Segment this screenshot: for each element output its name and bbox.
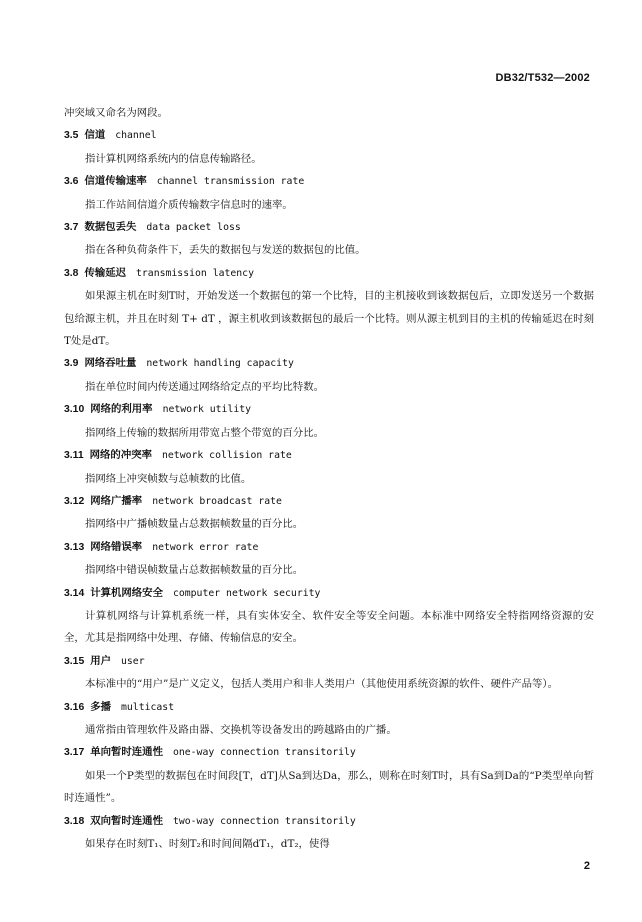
term-number: 3.17 bbox=[64, 747, 85, 759]
term-chinese: 双向暂时连通性 bbox=[90, 814, 163, 827]
term-chinese: 信道 bbox=[84, 129, 106, 142]
term-english: user bbox=[121, 655, 145, 667]
document-code-header: DB32/T532—2002 bbox=[495, 72, 590, 84]
term-english: one-way connection transitorily bbox=[172, 747, 356, 759]
term-english: network utility bbox=[162, 404, 252, 416]
document-body bbox=[64, 102, 594, 855]
term-definition: 如果源主机在时刻T时，开始发送一个数据包的第一个比特，目的主机接收到该数据包后，立即发送另一个数据包给源主机，并且在时刻 T+ dT ，源主机收到该数据包的最后一个比特。则从源主机到目的主机的传输延迟在时刻T处是dT。 bbox=[64, 290, 594, 348]
term-heading bbox=[64, 536, 594, 559]
term-definition: 指在单位时间内传送通过网络给定点的平均比特数。 bbox=[85, 380, 324, 393]
term-number: 3.18 bbox=[64, 815, 85, 827]
term-heading bbox=[64, 170, 594, 193]
term-number: 3.5 bbox=[64, 130, 79, 142]
lead-paragraph: 冲突域又命名为网段。 bbox=[64, 107, 168, 119]
term-english: network handling capacity bbox=[146, 358, 294, 370]
term-definition: 通常指由管理软件及路由器、交换机等设备发出的跨越路由的广播。 bbox=[85, 723, 397, 736]
term-heading bbox=[64, 490, 594, 513]
term-heading bbox=[64, 582, 594, 605]
term-heading bbox=[64, 810, 594, 833]
term-number: 3.14 bbox=[64, 587, 85, 599]
term-chinese: 多播 bbox=[90, 700, 112, 713]
term-heading bbox=[64, 650, 594, 673]
term-definition: 如果存在时刻T₁、时刻T₂和时间间隔dT₁，dT₂，使得 bbox=[85, 838, 330, 850]
page-number: 2 bbox=[583, 860, 590, 872]
term-english: channel transmission rate bbox=[156, 176, 305, 188]
term-definition: 指网络上传输的数据所用带宽占整个带宽的百分比。 bbox=[85, 426, 324, 439]
term-number: 3.12 bbox=[64, 495, 85, 507]
term-chinese: 信道传输速率 bbox=[84, 175, 147, 188]
term-definition: 指在各种负荷条件下，丢失的数据包与发送的数据包的比值。 bbox=[85, 244, 366, 257]
term-number: 3.10 bbox=[64, 404, 85, 416]
term-chinese: 传输延迟 bbox=[84, 266, 127, 279]
term-heading bbox=[64, 262, 594, 285]
term-chinese: 网络吞吐量 bbox=[84, 357, 137, 370]
term-heading bbox=[64, 444, 594, 467]
term-english: computer network security bbox=[172, 587, 321, 599]
term-definition: 计算机网络与计算机系统一样，具有实体安全、软件安全等安全问题。本标准中网络安全特指网络资源的安全，尤其是指网络中处理、存储、传输信息的安全。 bbox=[64, 609, 594, 645]
term-definition-list bbox=[64, 124, 594, 855]
term-definition: 指网络上冲突帧数与总帧数的比值。 bbox=[85, 472, 252, 485]
term-heading bbox=[64, 216, 594, 239]
term-definition: 指网络中错误帧数量占总数据帧数量的百分比。 bbox=[85, 564, 304, 577]
term-definition: 指计算机网络系统内的信息传输路径。 bbox=[85, 152, 262, 165]
term-english: two-way connection transitorily bbox=[172, 815, 356, 827]
term-number: 3.11 bbox=[64, 450, 84, 462]
term-number: 3.13 bbox=[64, 541, 85, 553]
term-chinese: 网络的利用率 bbox=[90, 403, 153, 416]
term-number: 3.9 bbox=[64, 358, 79, 370]
term-english: network error rate bbox=[152, 541, 259, 553]
term-definition: 指网络中广播帧数量占总数据帧数量的百分比。 bbox=[85, 518, 304, 531]
term-heading bbox=[64, 696, 594, 719]
term-heading bbox=[64, 741, 594, 764]
term-definition: 如果一个P类型的数据包在时间段[T，dT]从Sa到达Da，那么，则称在时刻T时，具有Sa到Da的“P类型单向暂时连通性”。 bbox=[64, 769, 594, 805]
term-definition: 指工作站间信道介质传输数字信息时的速率。 bbox=[85, 198, 293, 211]
term-english: transmission latency bbox=[136, 267, 254, 279]
term-chinese: 数据包丢失 bbox=[84, 221, 137, 234]
term-number: 3.6 bbox=[64, 176, 79, 188]
term-english: network broadcast rate bbox=[152, 495, 282, 507]
term-definition: 本标准中的“用户”是广义定义，包括人类用户和非人类用户（其他使用系统资源的软件、硬件产品等）。 bbox=[85, 678, 558, 691]
term-chinese: 网络错误率 bbox=[90, 540, 143, 553]
term-english: channel bbox=[115, 130, 157, 142]
term-chinese: 计算机网络安全 bbox=[90, 586, 163, 599]
term-number: 3.7 bbox=[64, 222, 79, 234]
term-english: multicast bbox=[121, 701, 175, 713]
term-english: network collision rate bbox=[162, 450, 292, 462]
term-chinese: 用户 bbox=[90, 654, 112, 667]
term-number: 3.15 bbox=[64, 655, 85, 667]
term-heading bbox=[64, 398, 594, 421]
term-number: 3.8 bbox=[64, 267, 79, 279]
term-chinese: 单向暂时连通性 bbox=[90, 746, 163, 759]
term-number: 3.16 bbox=[64, 701, 85, 713]
term-chinese: 网络的冲突率 bbox=[89, 449, 152, 462]
term-chinese: 网络广播率 bbox=[90, 494, 143, 507]
term-heading bbox=[64, 124, 594, 147]
term-heading bbox=[64, 352, 594, 375]
term-english: data packet loss bbox=[146, 222, 241, 234]
